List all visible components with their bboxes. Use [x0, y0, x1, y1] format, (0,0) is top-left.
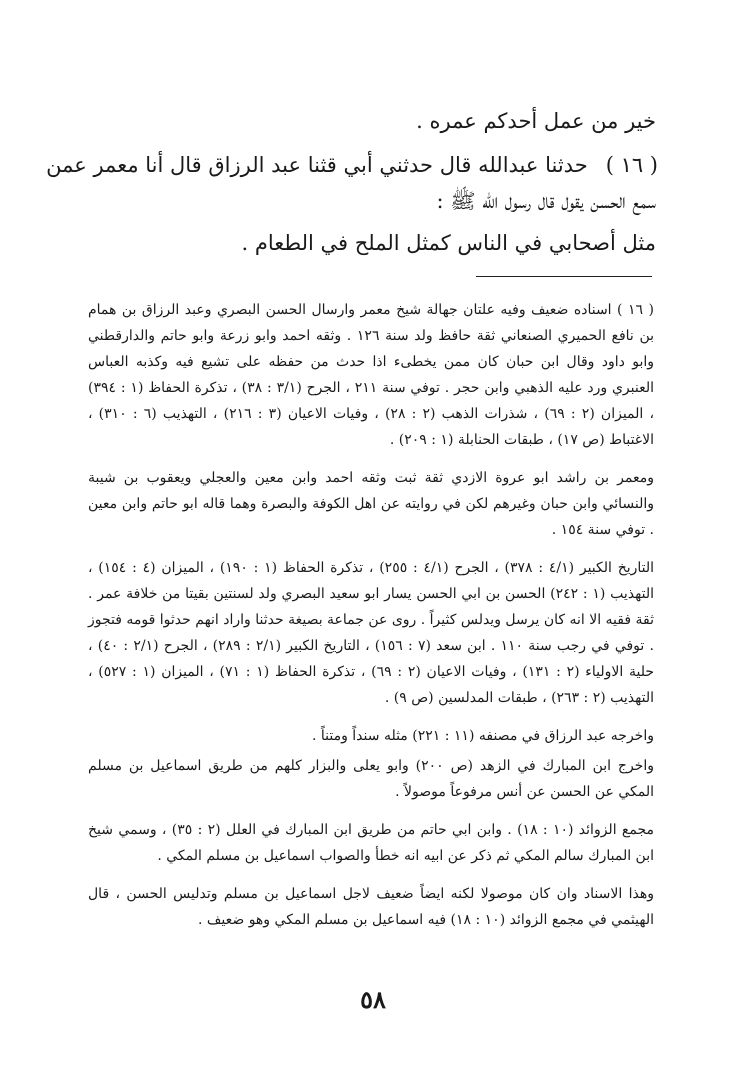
isnad-text: حدثنا عبدالله قال حدثني أبي قثنا عبد الرزاق قال أنا معمر عمن [46, 153, 588, 177]
main-text-line-3: سمع الحسن يقول قال رسول الله ﷺ : [436, 189, 656, 213]
footnote-paragraph-3: التاريخ الكبير (٤/١ : ٣٧٨) ، الجرح (٤/١ : ٢٥٥) ، تذكرة الحفاظ (١ : ١٩٠) ، الميزان (٤ : ١٥٤) ، التهذيب (١ : ٢٤٢) الحسن بن ابي الحسن يسار ابو سعيد البصري ولد لسنتين بقيتا من خلافة عمر . ثقة فقيه الا انه كان يرسل ويدلس كثيراً . روى عن جماعة بصيغة حدثنا واراد انهم حدثوا قومه فتجوز . توفي في رجب سنة ١١٠ . ابن سعد (٧ : ١٥٦) ، التاريخ الكبير (٢/١ : ٢٨٩) ، الجرح (٢/١ : ٤٠) ، حلية الاولياء (٢ : ١٣١) ، وفيات الاعيان (٢ : ٦٩) ، تذكرة الحفاظ (١ : ٧١) ، الميزان (١ : ٥٢٧) ، التهذيب (٢ : ٢٦٣) ، طبقات المدلسين (ص ٩) . [88, 560, 655, 706]
footnote-paragraph-6: مجمع الزوائد (١٠ : ١٨) . وابن ابي حاتم من طريق ابن المبارك في العلل (٢ : ٣٥) ، وسمي شيخ ابن المبارك سالم المكي ثم ذكر عن ابيه انه خطأ والصواب اسماعيل بن مسلم المكي . [88, 822, 654, 864]
footnotes [88, 297, 654, 945]
footnote-paragraph-2: ومعمر بن راشد ابو عروة الازدي ثقة ثبت وثقه احمد وابن معين والعجلي ويعقوب بن شيبة والنسائي وابن حبان وغيرهم لكن في روايته عن اهل الكوفة والبصرة وهما قاله ابو حاتم وابن معين . توفي سنة ١٥٤ . [88, 470, 654, 538]
main-text-line-1: خير من عمل أحدكم عمره . [416, 109, 656, 133]
footnote-paragraph-5: واخرج ابن المبارك في الزهد (ص ٢٠٠) وابو يعلى والبزار كلهم من طريق اسماعيل بن مسلم المكي عن الحسن عن أنس مرفوعاً موصولاً . [88, 758, 654, 800]
page-number: ٥٨ [360, 985, 386, 1014]
hadith-number: ( ١٦ ) [605, 153, 658, 177]
footnote-separator [476, 276, 652, 277]
footnote-paragraph-1: ( ١٦ ) اسناده ضعيف وفيه علتان جهالة شيخ معمر وارسال الحسن البصري وعبد الرزاق بن همام بن نافع الحميري الصنعاني ثقة حافظ ولد سنة ١٢٦ . وثقه احمد وابو زرعة وابو حاتم والدارقطني وابو داود وقال ابن حبان كان ممن يخطىء اذا حدث من حفظه على تشيع فيه وكذبه العباس العنبري ورد عليه الذهبي وابن حجر . توفي سنة ٢١١ ، الجرح (٣/١ : ٣٨) ، تذكرة الحفاظ (١ : ٣٩٤) ، الميزان (٢ : ٦٩) ، شذرات الذهب (٢ : ٢٨) ، وفيات الاعيان (٣ : ٢١٦) ، التهذيب (٦ : ٣١٠) ، الاغتباط (ص ١٧) ، طبقات الحنابلة (١ : ٢٠٩) . [88, 302, 655, 448]
footnote-paragraph-7: وهذا الاسناد وان كان موصولا لكنه ايضاً ضعيف لاجل اسماعيل بن مسلم وتدليس الحسن ، قال الهيثمي في مجمع الزوائد (١٠ : ١٨) فيه اسماعيل بن مسلم المكي وهو ضعيف . [88, 886, 654, 928]
main-text-line-4: مثل أصحابي في الناس كمثل الملح في الطعام . [241, 231, 656, 255]
footnote-paragraph-4: واخرجه عبد الرزاق في مصنفه (١١ : ٢٢١) مثله سنداً ومتناً . [311, 728, 654, 744]
main-text-line-2 [46, 148, 658, 182]
